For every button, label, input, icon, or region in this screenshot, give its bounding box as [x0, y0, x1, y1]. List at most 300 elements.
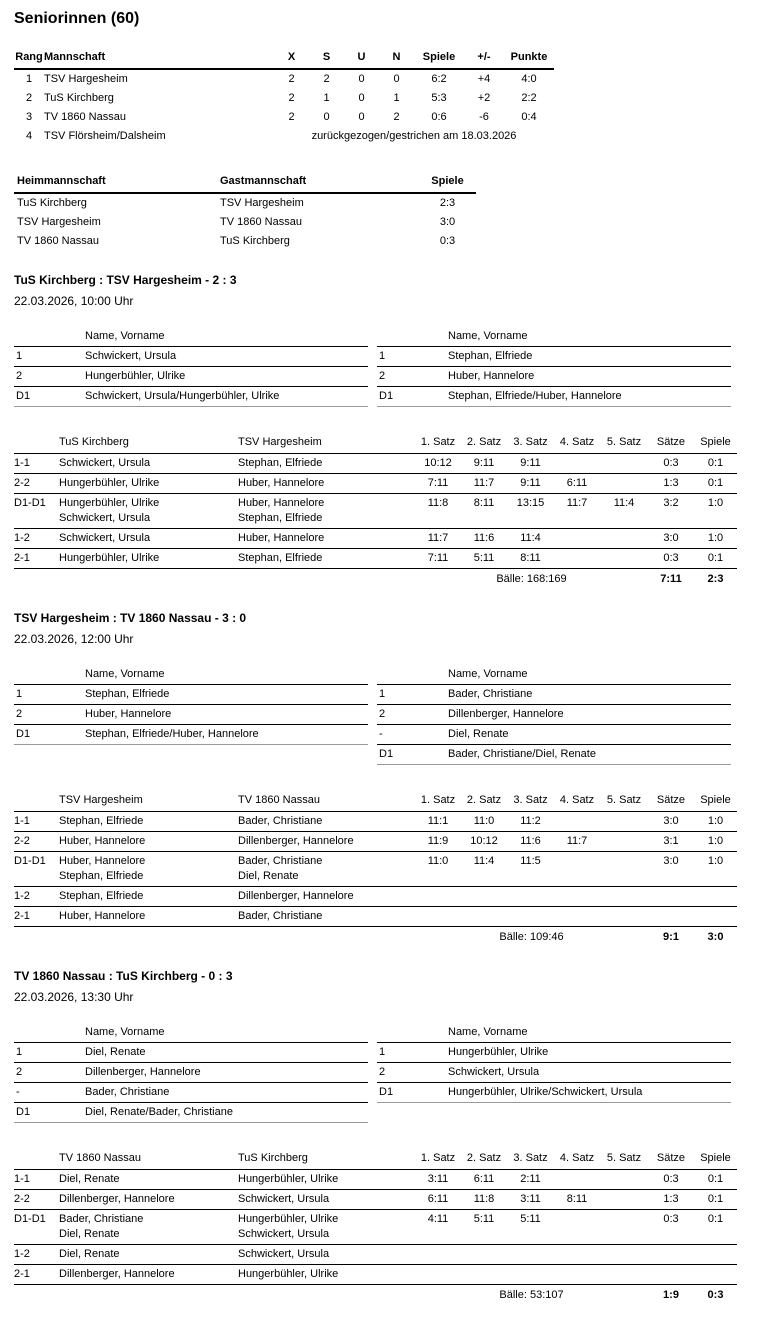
game-code-cell: 2-2 — [14, 474, 59, 494]
results-footer-row — [14, 569, 737, 590]
set-score-cell-1: 11:0 — [415, 852, 461, 887]
saetze-cell: 3:0 — [648, 529, 694, 549]
standings-row-withdrawn — [14, 127, 554, 146]
lineup-name-cell: Diel, Renate/Bader, Christiane — [85, 1103, 368, 1123]
table-row — [14, 725, 368, 745]
player-name: Dillenberger, Hannelore — [238, 890, 354, 902]
lineup-name-cell: Schwickert, Ursula/Hungerbühler, Ulrike — [85, 387, 368, 407]
table-row — [377, 745, 731, 765]
set-score-cell-2: 8:11 — [461, 494, 507, 529]
lineup-pos-cell: D1 — [14, 1103, 85, 1123]
saetze-cell: 0:3 — [648, 1170, 694, 1190]
guest-player-cell — [238, 529, 415, 549]
set-score-cell-3 — [507, 887, 554, 907]
spiele-cell: 0:1 — [694, 1170, 737, 1190]
col-header-home-team: TV 1860 Nassau — [59, 1149, 238, 1170]
x-cell: 2 — [288, 92, 295, 104]
gast-cell: TV 1860 Nassau — [220, 216, 302, 228]
player-name: Dillenberger, Hannelore — [238, 835, 354, 847]
set-score-cell-2: 10:12 — [461, 832, 507, 852]
set-score-cell-1: 6:11 — [415, 1190, 461, 1210]
set-score-cell-3 — [507, 1265, 554, 1285]
set-score-cell-1 — [415, 887, 461, 907]
col-header-guest-team: TV 1860 Nassau — [238, 791, 415, 812]
game-code-cell: 2-1 — [14, 1265, 59, 1285]
set-score-cell-1 — [415, 907, 461, 927]
lineup-name-cell: Huber, Hannelore — [448, 367, 731, 387]
col-header-mannschaft: Mannschaft — [44, 48, 274, 69]
saetze-cell: 1:3 — [648, 1190, 694, 1210]
lineup-name-cell: Hungerbühler, Ulrike — [85, 367, 368, 387]
col-header-spiele: Spiele — [694, 1149, 737, 1170]
fixtures-table — [14, 172, 476, 251]
set-score-cell-3: 5:11 — [507, 1210, 554, 1245]
lineup-pos-cell: 1 — [14, 347, 85, 367]
set-score-cell-4: 8:11 — [554, 1190, 600, 1210]
home-player-cell — [59, 454, 238, 474]
set-score-cell-5: 11:4 — [600, 494, 648, 529]
table-row — [14, 367, 368, 387]
home-player-cell — [59, 812, 238, 832]
footer-spacer — [14, 569, 415, 590]
match-datetime: 22.03.2026, 13:30 Uhr — [14, 990, 134, 1004]
table-row — [14, 812, 737, 832]
lineup-name-header: Name, Vorname — [448, 665, 731, 685]
set-score-cell-2: 11:8 — [461, 1190, 507, 1210]
lineup-pos-cell: D1 — [377, 1083, 448, 1103]
game-code-cell: 2-1 — [14, 549, 59, 569]
col-header-satz2: 2. Satz — [461, 1149, 507, 1170]
col-header-satz1: 1. Satz — [415, 791, 461, 812]
results-header-row — [14, 791, 737, 812]
player-name: Schwickert, Ursula — [59, 532, 151, 544]
match-section — [14, 611, 737, 947]
lineup-pos-header — [377, 327, 448, 347]
game-code-cell: 1-1 — [14, 454, 59, 474]
baelle-total: Bälle: 109:46 — [499, 931, 564, 943]
lineup-pos-cell: 2 — [14, 367, 85, 387]
player-name: Dillenberger, Hannelore — [59, 1268, 175, 1280]
guest-lineup-table — [377, 1023, 731, 1103]
page-title: Seniorinnen (60) — [14, 10, 140, 27]
player-name: Stephan, Elfriede — [238, 552, 323, 564]
set-score-cell-5 — [600, 1265, 648, 1285]
home-player-cell — [59, 907, 238, 927]
n-cell: 1 — [393, 92, 400, 104]
col-header-rang: Rang — [14, 48, 44, 69]
punkte-cell: 0:4 — [521, 111, 537, 123]
set-score-cell-4 — [554, 454, 600, 474]
withdrawn-note: zurückgezogen/gestrichen am 18.03.2026 — [311, 130, 517, 142]
player-name: Stephan, Elfriede — [59, 870, 144, 882]
table-row — [14, 832, 737, 852]
results-header-row — [14, 1149, 737, 1170]
col-header-satz3: 3. Satz — [507, 1149, 554, 1170]
lineup-name-cell: Dillenberger, Hannelore — [448, 705, 731, 725]
spiele-total: 3:0 — [707, 931, 724, 943]
set-score-cell-5 — [600, 832, 648, 852]
lineup-pos-cell: 1 — [377, 685, 448, 705]
player-name: Huber, Hannelore — [59, 835, 146, 847]
set-score-cell-4 — [554, 887, 600, 907]
player-name: Huber, Hannelore — [59, 855, 146, 867]
lineup-pos-cell: D1 — [14, 725, 85, 745]
set-score-cell-3: 11:5 — [507, 852, 554, 887]
plusminus-cell: +4 — [477, 73, 491, 85]
game-code-cell: 2-2 — [14, 1190, 59, 1210]
lineup-name-cell: Diel, Renate — [85, 1043, 368, 1063]
set-score-cell-1: 11:1 — [415, 812, 461, 832]
home-player-cell — [59, 852, 238, 887]
set-score-cell-3: 13:15 — [507, 494, 554, 529]
set-score-cell-2: 5:11 — [461, 1210, 507, 1245]
player-name: Schwickert, Ursula — [59, 457, 151, 469]
lineup-pos-cell: 1 — [14, 685, 85, 705]
col-header-punkte: Punkte — [504, 48, 554, 69]
set-score-cell-1: 11:9 — [415, 832, 461, 852]
guest-player-cell — [238, 1245, 415, 1265]
lineup-pos-cell: D1 — [14, 387, 85, 407]
lineup-name-cell: Bader, Christiane — [85, 1083, 368, 1103]
table-row — [14, 549, 737, 569]
set-score-cell-2 — [461, 887, 507, 907]
heim-cell: TuS Kirchberg — [17, 197, 87, 209]
lineup-pos-cell: 1 — [377, 347, 448, 367]
x-cell: 2 — [288, 111, 295, 123]
plusminus-cell: -6 — [479, 111, 489, 123]
saetze-total: 7:11 — [660, 573, 682, 585]
mannschaft-cell: TV 1860 Nassau — [44, 111, 126, 123]
col-header-heimmannschaft: Heimmannschaft — [14, 172, 217, 193]
lineup-pos-header — [14, 327, 85, 347]
table-row — [14, 852, 737, 887]
player-name: Bader, Christiane — [238, 815, 323, 827]
spiele-cell: 1:0 — [694, 494, 737, 529]
player-name: Hungerbühler, Ulrike — [59, 552, 160, 564]
lineup-pos-cell: 2 — [377, 705, 448, 725]
mannschaft-cell: TSV Hargesheim — [44, 73, 128, 85]
set-score-cell-5 — [600, 1245, 648, 1265]
table-row — [377, 1083, 731, 1103]
home-lineup-table — [14, 327, 368, 407]
table-row — [14, 387, 368, 407]
table-row — [377, 367, 731, 387]
set-score-cell-4 — [554, 1265, 600, 1285]
lineup-pos-cell: 2 — [377, 367, 448, 387]
player-name: Bader, Christiane — [238, 855, 323, 867]
lineup-name-cell: Huber, Hannelore — [85, 705, 368, 725]
set-score-cell-1 — [415, 1245, 461, 1265]
spiele-cell: 1:0 — [694, 529, 737, 549]
set-score-cell-4: 6:11 — [554, 474, 600, 494]
saetze-cell: 0:3 — [648, 454, 694, 474]
set-score-cell-3: 3:11 — [507, 1190, 554, 1210]
game-code-cell: 1-1 — [14, 1170, 59, 1190]
punkte-cell: 2:2 — [521, 92, 537, 104]
lineup-name-cell: Schwickert, Ursula — [448, 1063, 731, 1083]
spiele-cell: 0:6 — [431, 111, 447, 123]
table-row — [14, 1083, 368, 1103]
rang-cell: 2 — [25, 92, 33, 104]
results-footer-row — [14, 1285, 737, 1306]
saetze-cell: 3:0 — [648, 852, 694, 887]
table-row — [14, 1210, 737, 1245]
col-header-home-team: TuS Kirchberg — [59, 433, 238, 454]
lineup-name-cell: Schwickert, Ursula — [85, 347, 368, 367]
table-row — [14, 529, 737, 549]
guest-player-cell — [238, 832, 415, 852]
table-row — [14, 494, 737, 529]
lineup-name-cell: Bader, Christiane — [448, 685, 731, 705]
col-header-guest-team: TSV Hargesheim — [238, 433, 415, 454]
player-name: Stephan, Elfriede — [238, 512, 323, 524]
home-player-cell — [59, 1265, 238, 1285]
standings-table — [14, 48, 554, 146]
lineup-pos-header — [14, 1023, 85, 1043]
match-results-table — [14, 1149, 737, 1305]
set-score-cell-3: 11:6 — [507, 832, 554, 852]
guest-lineup-table — [377, 327, 731, 407]
match-datetime: 22.03.2026, 12:00 Uhr — [14, 632, 134, 646]
lineup-pos-cell: 1 — [377, 1043, 448, 1063]
fixture-row — [14, 213, 476, 232]
table-row — [14, 1063, 368, 1083]
spiele-cell: 0:1 — [694, 454, 737, 474]
guest-player-cell — [238, 1265, 415, 1285]
player-name: Diel, Renate — [59, 1248, 120, 1260]
match-datetime: 22.03.2026, 10:00 Uhr — [14, 294, 134, 308]
lineup-header-row — [377, 1023, 731, 1043]
set-score-cell-4 — [554, 1170, 600, 1190]
player-name: Bader, Christiane — [238, 910, 323, 922]
spiele-cell: 0:1 — [694, 474, 737, 494]
set-score-cell-3: 9:11 — [507, 474, 554, 494]
spiele-cell: 1:0 — [694, 812, 737, 832]
set-score-cell-3 — [507, 1245, 554, 1265]
table-row — [14, 705, 368, 725]
spiele-cell: 6:2 — [431, 73, 447, 85]
fixtures-header-row — [14, 172, 476, 193]
u-cell: 0 — [358, 73, 365, 85]
player-name: Dillenberger, Hannelore — [59, 1193, 175, 1205]
home-lineup-table — [14, 665, 368, 745]
set-score-cell-3: 8:11 — [507, 549, 554, 569]
saetze-cell: 3:0 — [648, 812, 694, 832]
col-header-spiele: Spiele — [419, 172, 476, 193]
player-name: Diel, Renate — [59, 1228, 120, 1240]
set-score-cell-2 — [461, 907, 507, 927]
match-results-table — [14, 433, 737, 589]
guest-player-cell — [238, 494, 415, 529]
set-score-cell-1: 11:8 — [415, 494, 461, 529]
col-header-satz5: 5. Satz — [600, 1149, 648, 1170]
lineup-pos-cell: 2 — [377, 1063, 448, 1083]
game-code-cell: 1-2 — [14, 1245, 59, 1265]
col-header-x: X — [274, 48, 309, 69]
home-player-cell — [59, 1245, 238, 1265]
col-header-satz5: 5. Satz — [600, 433, 648, 454]
col-header-s: S — [309, 48, 344, 69]
lineup-pos-cell: D1 — [377, 745, 448, 765]
player-name: Diel, Renate — [59, 1173, 120, 1185]
table-row — [377, 1063, 731, 1083]
col-header-saetze: Sätze — [648, 791, 694, 812]
set-score-cell-5 — [600, 1170, 648, 1190]
u-cell: 0 — [358, 111, 365, 123]
set-score-cell-3: 11:4 — [507, 529, 554, 549]
baelle-total: Bälle: 168:169 — [496, 573, 567, 585]
set-score-cell-2: 11:6 — [461, 529, 507, 549]
set-score-cell-1: 7:11 — [415, 549, 461, 569]
home-player-cell — [59, 474, 238, 494]
saetze-cell — [648, 907, 694, 927]
col-header-spiele: Spiele — [694, 791, 737, 812]
table-row — [14, 1265, 737, 1285]
lineup-name-cell: Hungerbühler, Ulrike/Schwickert, Ursula — [448, 1083, 731, 1103]
lineups — [14, 1023, 737, 1123]
set-score-cell-1: 3:11 — [415, 1170, 461, 1190]
lineup-name-cell: Stephan, Elfriede — [448, 347, 731, 367]
spiele-cell: 1:0 — [694, 832, 737, 852]
set-score-cell-1: 4:11 — [415, 1210, 461, 1245]
player-name: Huber, Hannelore — [238, 532, 325, 544]
lineup-pos-cell: - — [377, 725, 448, 745]
lineup-header-row — [377, 327, 731, 347]
spiele-cell: 2:3 — [439, 197, 456, 209]
guest-player-cell — [238, 474, 415, 494]
table-row — [14, 907, 737, 927]
player-name: Huber, Hannelore — [238, 497, 325, 509]
lineup-name-cell: Stephan, Elfriede/Huber, Hannelore — [85, 725, 368, 745]
spiele-total: 0:3 — [707, 1289, 724, 1301]
set-score-cell-1: 10:12 — [415, 454, 461, 474]
mannschaft-cell: TSV Flörsheim/Dalsheim — [44, 130, 166, 142]
set-score-cell-5 — [600, 454, 648, 474]
col-header-spiele: Spiele — [414, 48, 464, 69]
footer-spacer — [14, 927, 415, 948]
col-header-satz1: 1. Satz — [415, 1149, 461, 1170]
lineup-name-cell: Diel, Renate — [448, 725, 731, 745]
saetze-cell: 3:1 — [648, 832, 694, 852]
set-score-cell-1 — [415, 1265, 461, 1285]
player-name: Schwickert, Ursula — [238, 1248, 330, 1260]
match-results-table — [14, 791, 737, 947]
col-header-saetze: Sätze — [648, 1149, 694, 1170]
set-score-cell-5 — [600, 887, 648, 907]
col-header-code — [14, 1149, 59, 1170]
lineup-name-cell: Dillenberger, Hannelore — [85, 1063, 368, 1083]
spiele-cell: 1:0 — [694, 852, 737, 887]
game-code-cell: D1-D1 — [14, 494, 59, 529]
lineup-pos-cell: 1 — [14, 1043, 85, 1063]
set-score-cell-5 — [600, 812, 648, 832]
table-row — [14, 474, 737, 494]
match-section — [14, 969, 737, 1305]
set-score-cell-5 — [600, 474, 648, 494]
set-score-cell-4 — [554, 1245, 600, 1265]
player-name: Hungerbühler, Ulrike — [238, 1213, 339, 1225]
guest-player-cell — [238, 1210, 415, 1245]
heim-cell: TV 1860 Nassau — [17, 235, 99, 247]
saetze-total: 9:1 — [663, 931, 679, 943]
set-score-cell-5 — [600, 549, 648, 569]
table-row — [377, 347, 731, 367]
home-player-cell — [59, 529, 238, 549]
table-row — [14, 347, 368, 367]
col-header-guest-team: TuS Kirchberg — [238, 1149, 415, 1170]
table-row — [14, 1245, 737, 1265]
col-header-home-team: TSV Hargesheim — [59, 791, 238, 812]
spiele-cell — [694, 1265, 737, 1285]
player-name: Stephan, Elfriede — [238, 457, 323, 469]
col-header-satz2: 2. Satz — [461, 433, 507, 454]
col-header-satz4: 4. Satz — [554, 791, 600, 812]
gast-cell: TuS Kirchberg — [220, 235, 290, 247]
u-cell: 0 — [358, 92, 365, 104]
s-cell: 2 — [323, 73, 330, 85]
col-header-gastmannschaft: Gastmannschaft — [217, 172, 419, 193]
home-player-cell — [59, 832, 238, 852]
set-score-cell-5 — [600, 1190, 648, 1210]
guest-player-cell — [238, 549, 415, 569]
game-code-cell: D1-D1 — [14, 1210, 59, 1245]
saetze-cell: 0:3 — [648, 549, 694, 569]
home-player-cell — [59, 1170, 238, 1190]
player-name: Schwickert, Ursula — [238, 1228, 330, 1240]
set-score-cell-3: 9:11 — [507, 454, 554, 474]
lineup-pos-cell: 2 — [14, 1063, 85, 1083]
spiele-cell: 5:3 — [431, 92, 447, 104]
guest-player-cell — [238, 812, 415, 832]
guest-player-cell — [238, 454, 415, 474]
home-player-cell — [59, 1190, 238, 1210]
match-section — [14, 273, 737, 589]
spiele-cell: 0:1 — [694, 1210, 737, 1245]
plusminus-cell: +2 — [477, 92, 491, 104]
player-name: Diel, Renate — [238, 870, 299, 882]
spiele-cell: 0:3 — [439, 235, 456, 247]
home-player-cell — [59, 887, 238, 907]
heim-cell: TSV Hargesheim — [17, 216, 101, 228]
table-row — [14, 454, 737, 474]
saetze-cell — [648, 1265, 694, 1285]
table-row — [14, 887, 737, 907]
table-row — [14, 1190, 737, 1210]
results-header-row — [14, 433, 737, 454]
lineup-name-cell: Stephan, Elfriede/Huber, Hannelore — [448, 387, 731, 407]
col-header-satz1: 1. Satz — [415, 433, 461, 454]
lineup-name-cell: Bader, Christiane/Diel, Renate — [448, 745, 731, 765]
lineup-header-row — [14, 327, 368, 347]
guest-player-cell — [238, 887, 415, 907]
lineup-pos-header — [377, 1023, 448, 1043]
col-header-code — [14, 791, 59, 812]
set-score-cell-4: 11:7 — [554, 494, 600, 529]
saetze-cell: 1:3 — [648, 474, 694, 494]
table-row — [377, 705, 731, 725]
col-header-plusminus: +/- — [464, 48, 504, 69]
spiele-cell: 0:1 — [694, 549, 737, 569]
player-name: Hungerbühler, Ulrike — [59, 477, 160, 489]
lineup-name-header: Name, Vorname — [85, 665, 368, 685]
lineup-header-row — [377, 665, 731, 685]
table-row — [377, 725, 731, 745]
table-row — [14, 1043, 368, 1063]
saetze-cell: 0:3 — [648, 1210, 694, 1245]
table-row — [377, 387, 731, 407]
lineup-name-header: Name, Vorname — [85, 1023, 368, 1043]
col-header-u: U — [344, 48, 379, 69]
